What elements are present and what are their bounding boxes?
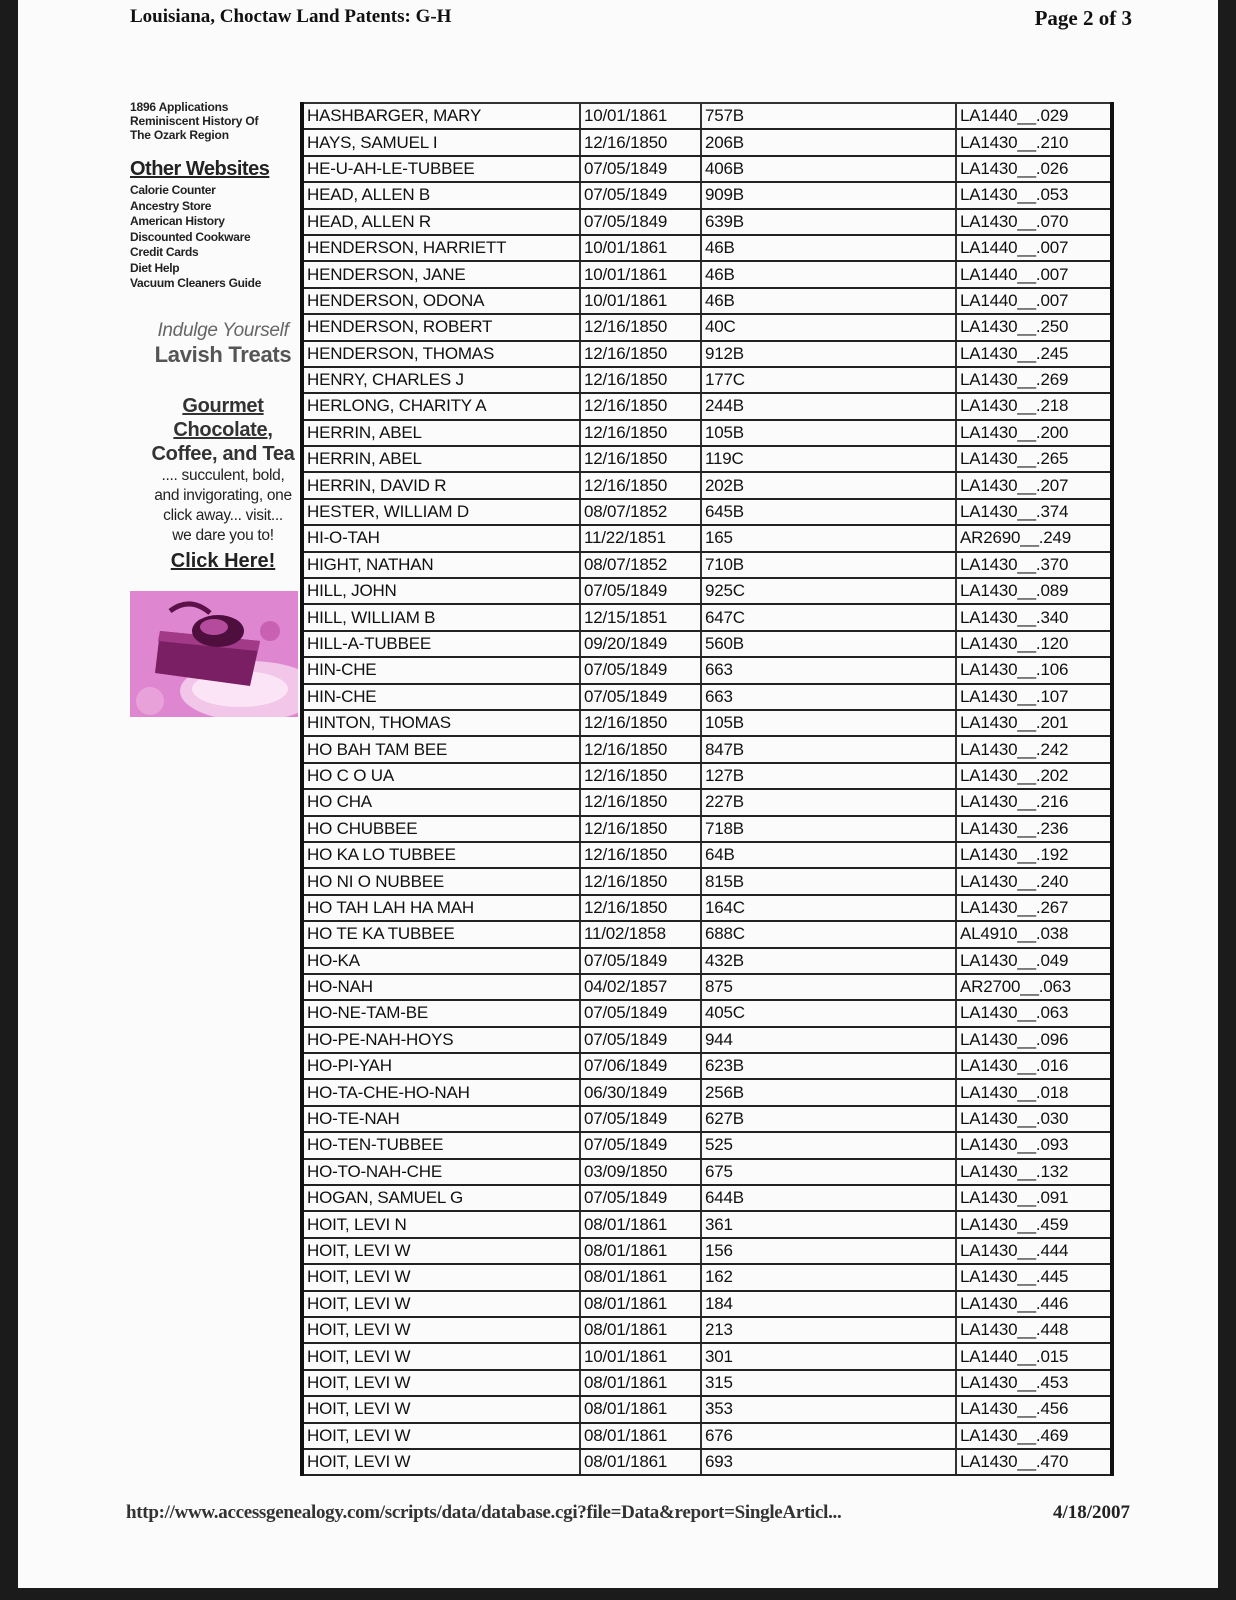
accession-number: LA1430__.374 — [956, 499, 1112, 525]
table-row — [302, 1132, 1112, 1158]
patent-doc-number: 663 — [701, 657, 956, 683]
patent-doc-number: 676 — [701, 1423, 956, 1449]
patentee-name: HOIT, LEVI W — [302, 1396, 580, 1422]
table-row — [302, 948, 1112, 974]
accession-number: AR2690__.249 — [956, 525, 1112, 551]
patent-doc-number: 46B — [701, 235, 956, 261]
patent-date: 10/01/1861 — [580, 235, 701, 261]
patent-doc-number: 944 — [701, 1027, 956, 1053]
patentee-name: HESTER, WILLIAM D — [302, 499, 580, 525]
table-row — [302, 1159, 1112, 1185]
patent-doc-number: 560B — [701, 631, 956, 657]
patentee-name: HOIT, LEVI W — [302, 1370, 580, 1396]
patent-doc-number: 156 — [701, 1238, 956, 1264]
patentee-name: HIGHT, NATHAN — [302, 552, 580, 578]
patent-date: 12/16/1850 — [580, 393, 701, 419]
table-row — [302, 156, 1112, 182]
patent-date: 08/01/1861 — [580, 1370, 701, 1396]
patent-date: 07/05/1849 — [580, 182, 701, 208]
patent-doc-number: 315 — [701, 1370, 956, 1396]
patent-date: 12/16/1850 — [580, 816, 701, 842]
patent-doc-number: 119C — [701, 446, 956, 472]
patent-doc-number: 162 — [701, 1264, 956, 1290]
accession-number: LA1430__.459 — [956, 1211, 1112, 1237]
ad-desc-line-4: we dare you to! — [172, 526, 274, 544]
accession-number: LA1430__.240 — [956, 868, 1112, 894]
patent-date: 12/16/1850 — [580, 895, 701, 921]
patent-doc-number: 525 — [701, 1132, 956, 1158]
accession-number: LA1430__.236 — [956, 816, 1112, 842]
accession-number: LA1430__.250 — [956, 314, 1112, 340]
ad-gourmet-line-3: Coffee, and Tea — [151, 442, 295, 465]
patent-doc-number: 925C — [701, 578, 956, 604]
table-row — [302, 1291, 1112, 1317]
patentee-name: HASHBARGER, MARY — [302, 103, 580, 129]
patent-doc-number: 256B — [701, 1079, 956, 1105]
accession-number: LA1430__.026 — [956, 156, 1112, 182]
link-ancestry-store[interactable]: Ancestry Store — [130, 198, 212, 213]
patentee-name: HIN-CHE — [302, 684, 580, 710]
patent-date: 07/05/1849 — [580, 578, 701, 604]
patent-date: 08/01/1861 — [580, 1396, 701, 1422]
patentee-name: HO-TEN-TUBBEE — [302, 1132, 580, 1158]
accession-number: LA1430__.018 — [956, 1079, 1112, 1105]
patentee-name: HO-NE-TAM-BE — [302, 1000, 580, 1026]
patent-doc-number: 46B — [701, 288, 956, 314]
table-row — [302, 684, 1112, 710]
patentee-name: HO-PI-YAH — [302, 1053, 580, 1079]
table-row — [302, 182, 1112, 208]
patentee-name: HOIT, LEVI W — [302, 1423, 580, 1449]
table-row — [302, 1343, 1112, 1369]
patentee-name: HI-O-TAH — [302, 525, 580, 551]
page-title: Louisiana, Choctaw Land Patents: G-H — [130, 6, 452, 27]
patentee-name: HINTON, THOMAS — [302, 710, 580, 736]
accession-number: LA1430__.093 — [956, 1132, 1112, 1158]
link-vacuum-cleaners-guide[interactable]: Vacuum Cleaners Guide — [130, 276, 262, 290]
accession-number: LA1430__.453 — [956, 1370, 1112, 1396]
patent-doc-number: 361 — [701, 1211, 956, 1237]
ad-desc-line-2: and invigorating, one — [154, 486, 292, 504]
accession-number: LA1430__.016 — [956, 1053, 1112, 1079]
patentee-name: HERRIN, ABEL — [302, 446, 580, 472]
patentee-name: HOIT, LEVI W — [302, 1238, 580, 1264]
patentee-name: HO TE KA TUBBEE — [302, 921, 580, 947]
table-row — [302, 895, 1112, 921]
table-row — [302, 868, 1112, 894]
accession-number: LA1430__.201 — [956, 710, 1112, 736]
table-row — [302, 103, 1112, 129]
patentee-name: HAYS, SAMUEL I — [302, 129, 580, 155]
patentee-name: HOIT, LEVI W — [302, 1343, 580, 1369]
patent-date: 08/01/1861 — [580, 1264, 701, 1290]
link-diet-help[interactable]: Diet Help — [130, 260, 180, 275]
table-row — [302, 736, 1112, 762]
patentee-name: HENDERSON, THOMAS — [302, 341, 580, 367]
patent-doc-number: 815B — [701, 868, 956, 894]
accession-number: LA1430__.210 — [956, 129, 1112, 155]
table-row — [302, 472, 1112, 498]
patent-date: 07/05/1849 — [580, 684, 701, 710]
patent-date: 12/16/1850 — [580, 868, 701, 894]
accession-number: LA1440__.015 — [956, 1343, 1112, 1369]
patent-date: 07/05/1849 — [580, 657, 701, 683]
patent-date: 07/05/1849 — [580, 1106, 701, 1132]
table-row — [302, 1264, 1112, 1290]
patent-date: 03/09/1850 — [580, 1159, 701, 1185]
patentee-name: HOIT, LEVI W — [302, 1291, 580, 1317]
patent-date: 12/16/1850 — [580, 842, 701, 868]
table-row — [302, 446, 1112, 472]
patentee-name: HO-KA — [302, 948, 580, 974]
patentee-name: HO CHA — [302, 789, 580, 815]
accession-number: LA1440__.029 — [956, 103, 1112, 129]
accession-number: LA1430__.120 — [956, 631, 1112, 657]
accession-number: LA1430__.445 — [956, 1264, 1112, 1290]
accession-number: LA1430__.446 — [956, 1291, 1112, 1317]
ad-gourmet-line-1: Gourmet — [182, 394, 264, 417]
patentee-name: HERRIN, DAVID R — [302, 472, 580, 498]
table-row — [302, 763, 1112, 789]
accession-number: LA1430__.207 — [956, 472, 1112, 498]
table-row — [302, 209, 1112, 235]
link-credit-cards[interactable]: Credit Cards — [130, 245, 199, 259]
table-row — [302, 314, 1112, 340]
accession-number: LA1430__.216 — [956, 789, 1112, 815]
table-row — [302, 1185, 1112, 1211]
accession-number: LA1430__.370 — [956, 552, 1112, 578]
accession-number: LA1430__.030 — [956, 1106, 1112, 1132]
ad-desc-line-1: .... succulent, bold, — [161, 466, 285, 484]
accession-number: LA1430__.132 — [956, 1159, 1112, 1185]
accession-number: LA1430__.070 — [956, 209, 1112, 235]
table-row — [302, 341, 1112, 367]
patentee-name: HEAD, ALLEN B — [302, 182, 580, 208]
patent-doc-number: 184 — [701, 1291, 956, 1317]
patent-date: 06/30/1849 — [580, 1079, 701, 1105]
table-row — [302, 1396, 1112, 1422]
other-websites-heading[interactable]: Other Websites — [130, 158, 270, 180]
patentee-name: HENDERSON, HARRIETT — [302, 235, 580, 261]
patent-doc-number: 663 — [701, 684, 956, 710]
accession-number: AL4910__.038 — [956, 921, 1112, 947]
patent-doc-number: 213 — [701, 1317, 956, 1343]
patent-date: 07/06/1849 — [580, 1053, 701, 1079]
patentee-name: HOIT, LEVI W — [302, 1449, 580, 1475]
accession-number: LA1430__.063 — [956, 1000, 1112, 1026]
patentee-name: HERRIN, ABEL — [302, 420, 580, 446]
patent-doc-number: 46B — [701, 261, 956, 287]
patent-doc-number: 645B — [701, 499, 956, 525]
patentee-name: HOIT, LEVI W — [302, 1264, 580, 1290]
table-row — [302, 657, 1112, 683]
patent-date: 12/16/1850 — [580, 314, 701, 340]
patent-date: 08/07/1852 — [580, 552, 701, 578]
accession-number: LA1430__.049 — [956, 948, 1112, 974]
patent-doc-number: 202B — [701, 472, 956, 498]
patent-doc-number: 164C — [701, 895, 956, 921]
accession-number: LA1440__.007 — [956, 288, 1112, 314]
accession-number: AR2700__.063 — [956, 974, 1112, 1000]
accession-number: LA1430__.218 — [956, 393, 1112, 419]
accession-number: LA1430__.265 — [956, 446, 1112, 472]
table-row — [302, 1053, 1112, 1079]
patent-doc-number: 875 — [701, 974, 956, 1000]
sidebar-top-link-1[interactable]: 1896 Applications — [130, 100, 229, 114]
table-row — [302, 974, 1112, 1000]
sidebar — [130, 100, 316, 717]
ad-gourmet-heading[interactable] — [130, 394, 316, 466]
accession-number: LA1430__.456 — [956, 1396, 1112, 1422]
footer-url: http://www.accessgenealogy.com/scripts/data/database.cgi?file=Data&report=SingleArticl... — [126, 1502, 842, 1523]
table-row — [302, 261, 1112, 287]
patent-doc-number: 909B — [701, 182, 956, 208]
chocolate-cake-icon — [130, 591, 298, 717]
page-number: Page 2 of 3 — [1034, 6, 1132, 30]
table-row — [302, 816, 1112, 842]
patent-date: 08/01/1861 — [580, 1291, 701, 1317]
patent-date: 08/01/1861 — [580, 1238, 701, 1264]
patent-date: 12/16/1850 — [580, 763, 701, 789]
accession-number: LA1430__.053 — [956, 182, 1112, 208]
table-row — [302, 235, 1112, 261]
accession-number: LA1430__.091 — [956, 1185, 1112, 1211]
patent-date: 10/01/1861 — [580, 103, 701, 129]
accession-number: LA1430__.106 — [956, 657, 1112, 683]
patentee-name: HO CHUBBEE — [302, 816, 580, 842]
patent-date: 12/15/1851 — [580, 604, 701, 630]
patentee-name: HILL, JOHN — [302, 578, 580, 604]
patent-doc-number: 639B — [701, 209, 956, 235]
patent-date: 12/16/1850 — [580, 710, 701, 736]
patent-date: 08/01/1861 — [580, 1449, 701, 1475]
patentee-name: HEAD, ALLEN R — [302, 209, 580, 235]
table-row — [302, 710, 1112, 736]
patent-doc-number: 623B — [701, 1053, 956, 1079]
patentee-name: HE-U-AH-LE-TUBBEE — [302, 156, 580, 182]
patent-doc-number: 627B — [701, 1106, 956, 1132]
patentee-name: HO-NAH — [302, 974, 580, 1000]
table-row — [302, 499, 1112, 525]
accession-number: LA1430__.089 — [956, 578, 1112, 604]
patent-doc-number: 227B — [701, 789, 956, 815]
table-row — [302, 552, 1112, 578]
patent-doc-number: 244B — [701, 393, 956, 419]
footer-date: 4/18/2007 — [1052, 1502, 1130, 1523]
patent-date: 07/05/1849 — [580, 1000, 701, 1026]
patent-date: 12/16/1850 — [580, 472, 701, 498]
accession-number: LA1430__.448 — [956, 1317, 1112, 1343]
patent-date: 10/01/1861 — [580, 1343, 701, 1369]
accession-number: LA1430__.192 — [956, 842, 1112, 868]
patent-doc-number: 105B — [701, 420, 956, 446]
patent-date: 07/05/1849 — [580, 209, 701, 235]
patent-date: 07/05/1849 — [580, 156, 701, 182]
patent-doc-number: 710B — [701, 552, 956, 578]
patent-doc-number: 206B — [701, 129, 956, 155]
patentee-name: HO BAH TAM BEE — [302, 736, 580, 762]
accession-number: LA1430__.200 — [956, 420, 1112, 446]
patentee-name: HO-TA-CHE-HO-NAH — [302, 1079, 580, 1105]
patent-doc-number: 847B — [701, 736, 956, 762]
patent-doc-number: 675 — [701, 1159, 956, 1185]
patentee-name: HOGAN, SAMUEL G — [302, 1185, 580, 1211]
patent-doc-number: 647C — [701, 604, 956, 630]
accession-number: LA1430__.340 — [956, 604, 1112, 630]
patentee-name: HENRY, CHARLES J — [302, 367, 580, 393]
patent-doc-number: 644B — [701, 1185, 956, 1211]
patent-date: 12/16/1850 — [580, 446, 701, 472]
patent-doc-number: 301 — [701, 1343, 956, 1369]
patent-date: 08/01/1861 — [580, 1423, 701, 1449]
table-row — [302, 129, 1112, 155]
link-american-history[interactable]: American History — [130, 214, 225, 228]
patent-doc-number: 64B — [701, 842, 956, 868]
table-row — [302, 525, 1112, 551]
table-row — [302, 367, 1112, 393]
patent-doc-number: 912B — [701, 341, 956, 367]
patent-doc-number: 693 — [701, 1449, 956, 1475]
table-row — [302, 1027, 1112, 1053]
patentee-name: HO-TO-NAH-CHE — [302, 1159, 580, 1185]
patent-date: 12/16/1850 — [580, 129, 701, 155]
table-row — [302, 1370, 1112, 1396]
patentee-name: HO KA LO TUBBEE — [302, 842, 580, 868]
patent-date: 12/16/1850 — [580, 341, 701, 367]
patent-date: 12/16/1850 — [580, 789, 701, 815]
table-row — [302, 604, 1112, 630]
accession-number: LA1430__.469 — [956, 1423, 1112, 1449]
accession-number: LA1440__.007 — [956, 261, 1112, 287]
table-row — [302, 1079, 1112, 1105]
patent-doc-number: 353 — [701, 1396, 956, 1422]
patent-date: 09/20/1849 — [580, 631, 701, 657]
patent-date: 08/07/1852 — [580, 499, 701, 525]
patentee-name: HO NI O NUBBEE — [302, 868, 580, 894]
link-discounted-cookware[interactable]: Discounted Cookware — [130, 229, 251, 244]
patentee-name: HENDERSON, ODONA — [302, 288, 580, 314]
patent-date: 11/22/1851 — [580, 525, 701, 551]
accession-number: LA1430__.267 — [956, 895, 1112, 921]
patent-doc-number: 105B — [701, 710, 956, 736]
ad-description — [130, 466, 316, 546]
patentee-name: HOIT, LEVI W — [302, 1317, 580, 1343]
patent-date: 10/01/1861 — [580, 261, 701, 287]
table-row — [302, 1238, 1112, 1264]
patent-date: 04/02/1857 — [580, 974, 701, 1000]
patent-date: 12/16/1850 — [580, 367, 701, 393]
patentee-name: HO-PE-NAH-HOYS — [302, 1027, 580, 1053]
patent-date: 07/05/1849 — [580, 1132, 701, 1158]
patent-date: 07/05/1849 — [580, 1185, 701, 1211]
accession-number: LA1430__.202 — [956, 763, 1112, 789]
patentee-name: HILL-A-TUBBEE — [302, 631, 580, 657]
table-row — [302, 1000, 1112, 1026]
patent-doc-number: 688C — [701, 921, 956, 947]
patentee-name: HILL, WILLIAM B — [302, 604, 580, 630]
patent-date: 08/01/1861 — [580, 1211, 701, 1237]
link-calorie-counter[interactable]: Calorie Counter — [130, 183, 216, 197]
table-row — [302, 420, 1112, 446]
table-row — [302, 1317, 1112, 1343]
patent-date: 10/01/1861 — [580, 288, 701, 314]
chocolate-ad-image[interactable] — [130, 591, 298, 717]
patent-date: 08/01/1861 — [580, 1317, 701, 1343]
patentee-name: HIN-CHE — [302, 657, 580, 683]
patentee-name: HERLONG, CHARITY A — [302, 393, 580, 419]
patentee-name: HO C O UA — [302, 763, 580, 789]
patent-doc-number: 718B — [701, 816, 956, 842]
patentee-name: HENDERSON, ROBERT — [302, 314, 580, 340]
table-row — [302, 393, 1112, 419]
patentee-name: HO-TE-NAH — [302, 1106, 580, 1132]
accession-number: LA1430__.107 — [956, 684, 1112, 710]
table-row — [302, 789, 1112, 815]
table-row — [302, 288, 1112, 314]
table-row — [302, 921, 1112, 947]
table-row — [302, 631, 1112, 657]
ad-gourmet-line-2: Chocolate, — [173, 418, 273, 441]
ad-indulge-text: Indulge Yourself — [157, 319, 289, 341]
patentee-name: HOIT, LEVI N — [302, 1211, 580, 1237]
patent-doc-number: 406B — [701, 156, 956, 182]
accession-number: LA1430__.096 — [956, 1027, 1112, 1053]
patent-date: 12/16/1850 — [580, 736, 701, 762]
patentee-name: HENDERSON, JANE — [302, 261, 580, 287]
accession-number: LA1430__.470 — [956, 1449, 1112, 1475]
table-row — [302, 1211, 1112, 1237]
table-row — [302, 1449, 1112, 1475]
patent-date: 07/05/1849 — [580, 948, 701, 974]
accession-number: LA1430__.444 — [956, 1238, 1112, 1264]
patent-doc-number: 40C — [701, 314, 956, 340]
accession-number: LA1440__.007 — [956, 235, 1112, 261]
patent-doc-number: 757B — [701, 103, 956, 129]
patent-doc-number: 165 — [701, 525, 956, 551]
patent-date: 11/02/1858 — [580, 921, 701, 947]
table-row — [302, 842, 1112, 868]
accession-number: LA1430__.245 — [956, 341, 1112, 367]
patent-date: 12/16/1850 — [580, 420, 701, 446]
accession-number: LA1430__.242 — [956, 736, 1112, 762]
ad-lavish-text: Lavish Treats — [154, 341, 292, 367]
ad-desc-line-3: click away... visit... — [163, 506, 283, 524]
patent-doc-number: 405C — [701, 1000, 956, 1026]
printed-page — [18, 0, 1218, 1588]
table-row — [302, 578, 1112, 604]
patents-table — [300, 102, 1114, 1476]
accession-number: LA1430__.269 — [956, 367, 1112, 393]
sidebar-top-link-2[interactable]: Reminiscent History Of — [130, 114, 259, 128]
patentee-name: HO TAH LAH HA MAH — [302, 895, 580, 921]
table-row — [302, 1423, 1112, 1449]
patent-doc-number: 432B — [701, 948, 956, 974]
ad-click-here-link[interactable]: Click Here! — [170, 549, 276, 572]
patent-doc-number: 127B — [701, 763, 956, 789]
patent-doc-number: 177C — [701, 367, 956, 393]
patent-date: 07/05/1849 — [580, 1027, 701, 1053]
table-row — [302, 1106, 1112, 1132]
sidebar-top-link-3[interactable]: The Ozark Region — [130, 128, 229, 142]
